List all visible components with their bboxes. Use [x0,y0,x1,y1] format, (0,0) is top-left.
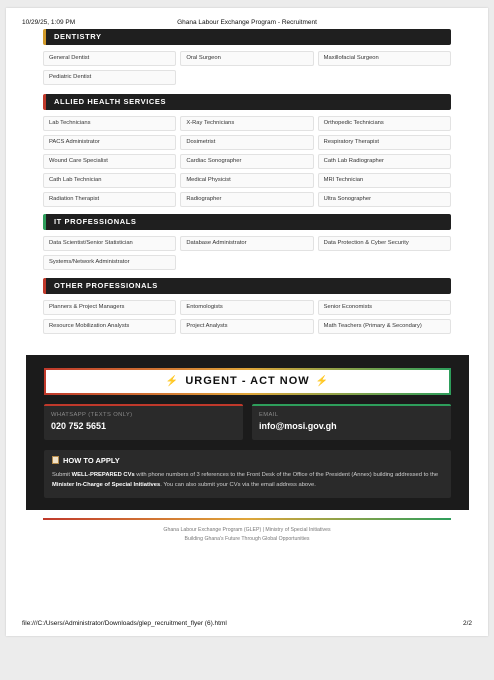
print-file-path: file:///C:/Users/Administrator/Downloads/glep_recruitment_flyer (6).html [22,620,227,627]
job-grid [43,116,451,207]
job-grid [43,300,451,334]
section-heading: ALLIED HEALTH SERVICES [43,94,451,110]
divider [43,518,451,520]
email-link[interactable]: info@mosi.gov.gh [259,421,337,431]
print-page-number: 2/2 [462,620,472,627]
job-item: Lab Technicians [43,116,176,131]
job-item: Data Protection & Cyber Security [318,236,451,251]
whatsapp-number[interactable]: 020 752 5651 [51,421,107,431]
lightning-icon: ⚡ [165,376,180,387]
whatsapp-card [44,404,243,440]
section-allied-health [43,94,451,207]
how-to-apply-title [52,456,443,465]
job-item: MRI Technician [318,173,451,188]
text-part: . You can also submit your CVs via the email address above. [160,482,316,488]
printed-page [6,8,488,636]
section-it-professionals [43,214,451,270]
job-item: Pediatric Dentist [43,70,176,85]
job-item: Cath Lab Radiographer [318,154,451,169]
text-bold: WELL-PREPARED CVs [71,472,135,478]
lightning-icon: ⚡ [315,376,330,387]
job-item: Resource Mobilization Analysts [43,319,176,334]
job-item: Data Scientist/Senior Statistician [43,236,176,251]
job-item: Wound Care Specialist [43,154,176,169]
whatsapp-label: WHATSAPP (TEXTS ONLY) [51,412,133,418]
job-item: Project Analysts [180,319,313,334]
job-item: Ultra Sonographer [318,192,451,207]
job-item: Cardiac Sonographer [180,154,313,169]
section-dentistry [43,29,451,85]
print-datetime: 10/29/25, 1:09 PM [22,19,76,26]
job-item: X-Ray Technicians [180,116,313,131]
contact-panel [26,355,469,510]
job-item: Radiographer [180,192,313,207]
text-part: Submit [52,472,72,478]
job-item: Medical Physicist [180,173,313,188]
email-card [252,404,451,440]
job-item: Dosimetrist [180,135,313,150]
job-grid [43,236,451,270]
how-to-apply-text [52,470,443,490]
job-item: Math Teachers (Primary & Secondary) [318,319,451,334]
job-item: Database Administrator [180,236,313,251]
job-item: Systems/Network Administrator [43,255,176,270]
urgent-label: URGENT - ACT NOW [185,375,310,387]
how-to-apply [44,450,451,498]
footer-line-1: Ghana Labour Exchange Program (GLEP) | Ministry of Special Initiatives [163,527,331,533]
job-item: Cath Lab Technician [43,173,176,188]
email-label: EMAIL [259,412,279,418]
section-heading: IT PROFESSIONALS [43,214,451,230]
job-item: Respiratory Therapist [318,135,451,150]
section-heading: OTHER PROFESSIONALS [43,278,451,294]
job-item: Maxillofacial Surgeon [318,51,451,66]
section-heading: DENTISTRY [43,29,451,45]
job-item: General Dentist [43,51,176,66]
text-part: with phone numbers of 3 references to the Front Desk of the Office of the President (Annex) building addressed to the [134,472,439,478]
job-item: Oral Surgeon [180,51,313,66]
text-bold: Minister In-Charge of Special Initiatives [52,482,161,488]
job-item: Planners & Project Managers [43,300,176,315]
clipboard-icon [52,456,59,464]
job-item: PACS Administrator [43,135,176,150]
print-title: Ghana Labour Exchange Program - Recruitment [177,19,317,26]
section-other-professionals [43,278,451,334]
job-item: Entomologists [180,300,313,315]
job-grid [43,51,451,85]
job-item: Senior Economists [318,300,451,315]
footer-line-2: Building Ghana's Future Through Global Opportunities [184,536,310,542]
urgent-banner [44,368,451,395]
job-item: Orthopedic Technicians [318,116,451,131]
job-item: Radiation Therapist [43,192,176,207]
how-to-apply-heading: HOW TO APPLY [63,456,120,465]
